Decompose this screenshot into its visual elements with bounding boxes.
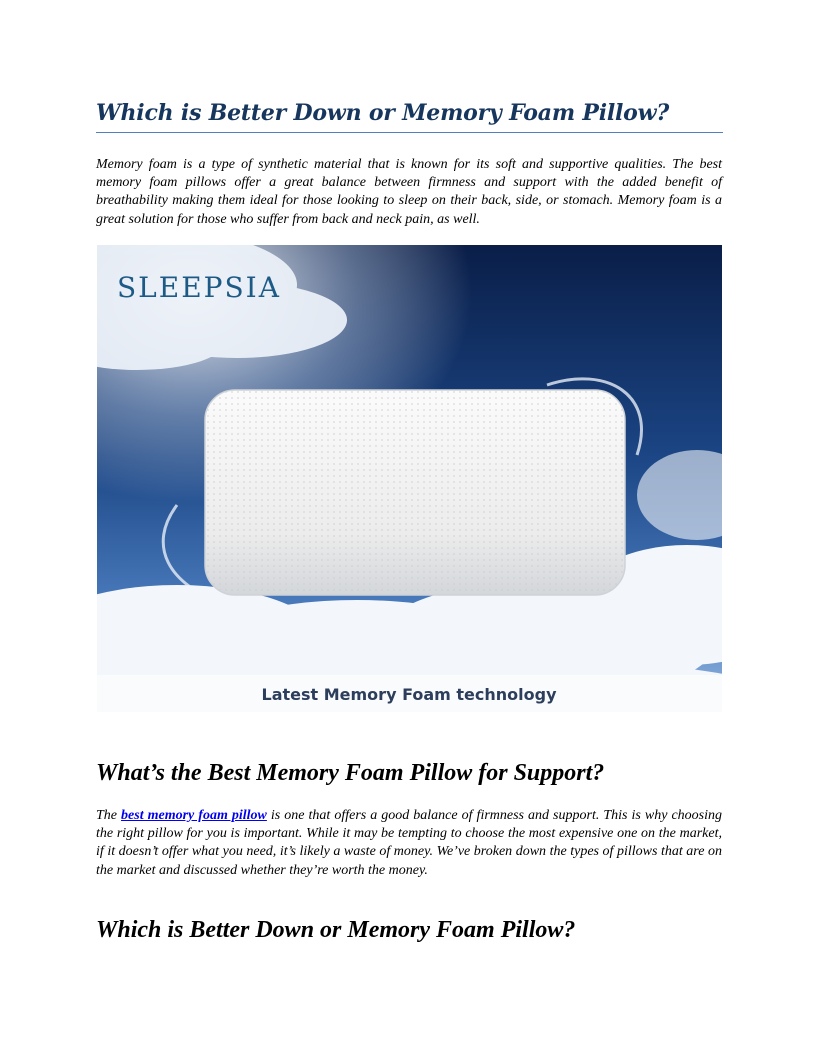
support-text-after: is one that offers a good balance of firmness and support. This is why choosing the right pillow for you is important. While it may be tempting to choose the most expensive one on the market, if it doesn’t offer what you need, it’s likely a waste of money. We’ve broken down the types of pillows that are on the market and discussed whether they’re worth the money. <box>96 808 723 878</box>
support-paragraph <box>96 807 722 880</box>
image-caption: Latest Memory Foam technology <box>261 685 557 704</box>
intro-paragraph: Memory foam is a type of synthetic material that is known for its soft and supportive qualities. The best memory foam pillows offer a great balance between firmness and support with the added benefit of breathability making them ideal for those looking to sleep on their back, side, or stomach. Memory foam is a great solution for those who suffer from back and neck pain, as well. <box>96 157 722 227</box>
title-underline <box>96 132 723 133</box>
product-image <box>97 245 722 712</box>
section-heading-down-vs-memory: Which is Better Down or Memory Foam Pillow? <box>96 917 576 943</box>
support-text-before: The <box>96 808 122 823</box>
best-memory-foam-pillow-link[interactable]: best memory foam pillow <box>121 808 267 823</box>
brand-logo: SLEEPSIA <box>117 271 281 304</box>
page-title: Which is Better Down or Memory Foam Pillow? <box>96 100 670 126</box>
section-heading-support: What’s the Best Memory Foam Pillow for Support? <box>96 760 605 786</box>
pillow-illustration <box>205 390 625 595</box>
